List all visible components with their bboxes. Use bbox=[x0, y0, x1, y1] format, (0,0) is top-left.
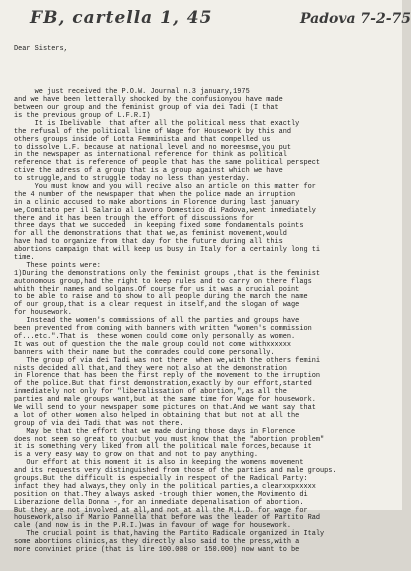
salutation: Dear Sisters, bbox=[14, 44, 68, 53]
letter-line: it is something very liked from all the political male forces,because it bbox=[14, 443, 312, 452]
letter-line: been prevented from coming with banners with written "women's commission bbox=[14, 325, 312, 334]
letter-line: to dissolve L.F. because at national level and no moreesmse,you put bbox=[14, 143, 292, 152]
letter-line: 1)During the demonstrations only the feminist groups ,that is the feminist bbox=[14, 269, 320, 278]
letter-line: is a very easy way to grow on that and not to pay anything. bbox=[14, 451, 258, 460]
letter-line: Our effort at this moment it is also in keeping the womens movement bbox=[14, 459, 304, 468]
letter-line: housework,also if Mario Pannella that before was the leader of Partito Rad bbox=[14, 514, 320, 523]
letter-line: we,Comitato per il Salario al Lavoro Domestico di Padova,went inmediately bbox=[14, 206, 316, 215]
letter-line: banners with their name but the comrades could come personally. bbox=[14, 348, 275, 357]
letter-line: and its requests very distinguished from those of the parties and male groups. bbox=[14, 467, 337, 476]
archive-annotation: FB, cartella 1, 45 bbox=[30, 8, 213, 28]
letter-line: Instead the women's commissions of all the parties and groups have bbox=[14, 317, 300, 326]
letter-line: in a clinic accused to make abortions in Florence during last january bbox=[14, 198, 300, 207]
letter-line: The crucial point is that,having the Partito Radicale organized in Italy bbox=[14, 530, 325, 539]
letter-line: abortions campaign that will keep us busy in Italy for a certainly long ti bbox=[14, 246, 320, 255]
letter-line: It is Ibelivable that after all the political mess that exactly bbox=[14, 119, 300, 128]
letter-line: others groups inside of Lotta Femminista and that compelled us bbox=[14, 135, 271, 144]
letter-line: May be that the effort that we made during those days in Florence bbox=[14, 427, 296, 436]
letter-line: to be able to raise and to show to all people during the march the name bbox=[14, 293, 308, 302]
letter-line: we just received the P.O.W. Journal n.3 january,1975 bbox=[14, 88, 250, 97]
letter-line: for all the demonstrations that that we,as feminist movement,would bbox=[14, 230, 287, 239]
letter-line: reference that is reference of people that has the same political perspect bbox=[14, 159, 320, 168]
letter-line: a lot of other women also helped in obtaining that but not at all the bbox=[14, 411, 300, 420]
letter-line: But they are not involved at all,and not at all the M.L.D. for wage for bbox=[14, 506, 308, 515]
letter-line: infact they had always,they only in the political parties,a clearxxpxxxxx bbox=[14, 482, 316, 491]
spacer bbox=[14, 70, 394, 74]
letter-line: We will send to your newspaper some pictures on that.And we want say that bbox=[14, 403, 316, 412]
letter-line: nists decided all that,and they were not also at the demonstration bbox=[14, 364, 287, 373]
letter-line: to struggle,and to struggle today no less than yesterday. bbox=[14, 175, 250, 184]
letter-line: for housework. bbox=[14, 309, 72, 318]
letter-line: more conviniet price (that is lire 100.000 or 150.000) now want to be bbox=[14, 545, 300, 554]
letter-line: of...etc.".That is these women could come only personally as women. bbox=[14, 332, 296, 341]
letter-line: autonomous group,had the right to keep rules and to carry on there flags bbox=[14, 277, 312, 286]
letter-line: of our group,that is a clear request in itself,and the slogan of wage bbox=[14, 301, 300, 310]
letter-line: the refusal of the political line of Wage for Housework by this and bbox=[14, 127, 292, 136]
letter-line: The group of via dei Tadi was not there when we,with the others femini bbox=[14, 356, 320, 365]
letter-line: have had to organize from that day for the future during all this bbox=[14, 238, 283, 247]
letter-lines bbox=[14, 89, 394, 555]
letter-line: is the previous group of L.F.R.I) bbox=[14, 112, 151, 120]
letter-line: whith their names and solgans.Of course for us it was a crucial point bbox=[14, 285, 300, 294]
letter-line: It was out of question the the male group could not come withxxxxxx bbox=[14, 340, 292, 349]
letter-line: in the newspaper as international reference for think as political bbox=[14, 151, 287, 160]
letter-line: ctive the adress of a group that is a group against which we have bbox=[14, 167, 283, 176]
letter-line: position on that.They always asked -trough thier women,the Movimento di bbox=[14, 490, 308, 499]
letter-line: Liberazione della Donna -,for an inmediate depenalisation of abortion. bbox=[14, 498, 304, 507]
letter-line: groups.But the difficult is especially in respect of the Radical Party: bbox=[14, 474, 308, 483]
letter-line: parties and male groups want,but at the same time for Wage for housework. bbox=[14, 396, 316, 405]
date-annotation: Padova 7-2-75 bbox=[300, 11, 411, 27]
letter-line: some abortions clinics,as they directly also said to the press,with a bbox=[14, 538, 300, 547]
letter-line: group of via dei Tadi that was not there. bbox=[14, 419, 184, 428]
letter-line: inmediately not only for "liberalissation of abortion,",as all the bbox=[14, 388, 287, 397]
letter-line: between our group and the feminist group of via dei Tadi (I that bbox=[14, 104, 279, 113]
letter-body bbox=[14, 30, 394, 571]
letter-line: in Florence that has been the first reply of the movement to the irruption bbox=[14, 372, 320, 381]
letter-line: cale (and now is in the P.R.I.)was in favour of wage for housework. bbox=[14, 522, 292, 531]
letter-line: These points were: bbox=[14, 261, 101, 270]
letter-line: You must know and you will recive also an article on this matter for bbox=[14, 183, 316, 192]
letter-line: three days that we succeded in keeping fixed some fondamentals points bbox=[14, 222, 304, 231]
letter-line: does not seem so great to you:but you must know that the "abortion problem" bbox=[14, 435, 325, 444]
letter-line: and we have been letterally shocked by the confusionyou have made bbox=[14, 96, 283, 105]
letter-line: time. bbox=[14, 254, 35, 263]
letter-line: the 4 number of the newspaper that when the police made an irruption bbox=[14, 190, 296, 199]
letter-line: of the police.But that first demonstration,exactly by our effort,started bbox=[14, 380, 312, 389]
letter-line: there and it has been trough the effort of discussions for bbox=[14, 214, 254, 223]
